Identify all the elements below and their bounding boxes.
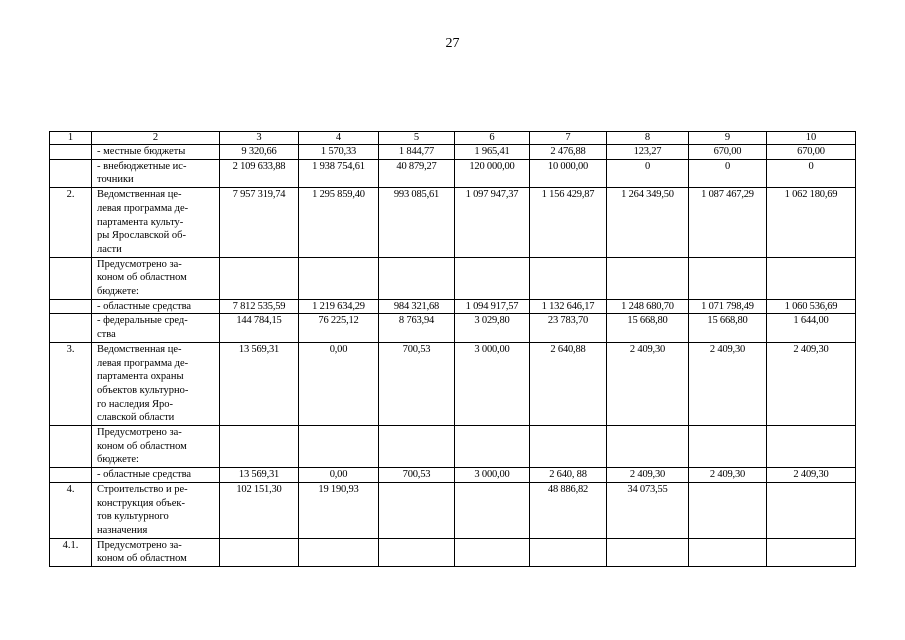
value-cell	[299, 257, 379, 299]
value-cell: 1 844,77	[379, 145, 455, 160]
row-index	[50, 257, 92, 299]
value-cell	[767, 538, 856, 566]
value-cell: 2 409,30	[767, 468, 856, 483]
description-line: тов культурного	[97, 511, 169, 523]
row-description	[92, 299, 220, 314]
value-cell: 2 409,30	[689, 468, 767, 483]
value-cell	[607, 538, 689, 566]
value-cell: 1 094 917,57	[455, 299, 530, 314]
row-description	[92, 145, 220, 160]
value-cell: 1 938 754,61	[299, 159, 379, 187]
description-line: ры Ярославской об-	[97, 230, 186, 242]
value-cell: 1 087 467,29	[689, 188, 767, 258]
value-cell: 0,00	[299, 468, 379, 483]
column-number: 7	[530, 132, 607, 145]
column-number-row	[50, 132, 856, 145]
value-cell	[767, 426, 856, 468]
budget-table	[49, 131, 856, 567]
value-cell	[455, 482, 530, 538]
value-cell: 9 320,66	[220, 145, 299, 160]
value-cell	[455, 426, 530, 468]
value-cell: 1 156 429,87	[530, 188, 607, 258]
description-line: Строительство и ре-	[97, 483, 188, 495]
value-cell: 0,00	[299, 342, 379, 425]
value-cell	[220, 257, 299, 299]
description-line: славской области	[97, 412, 175, 424]
value-cell: 2 109 633,88	[220, 159, 299, 187]
description-line: коном об областном	[97, 440, 187, 452]
table-row	[50, 188, 856, 258]
description-line: конструкция объек-	[97, 497, 185, 509]
description-line: ласти	[97, 243, 122, 255]
value-cell	[607, 426, 689, 468]
value-cell: 144 784,15	[220, 314, 299, 342]
value-cell: 0	[607, 159, 689, 187]
table-row	[50, 342, 856, 425]
row-description	[92, 468, 220, 483]
table-row	[50, 468, 856, 483]
description-line: точники	[97, 174, 134, 186]
description-line: Предусмотрено за-	[97, 539, 182, 551]
row-index: 2.	[50, 188, 92, 258]
description-line: ства	[97, 329, 116, 341]
row-index: 4.	[50, 482, 92, 538]
description-line: бюджете:	[97, 286, 139, 298]
row-index	[50, 314, 92, 342]
table-body	[50, 132, 856, 567]
value-cell: 120 000,00	[455, 159, 530, 187]
column-number: 9	[689, 132, 767, 145]
description-line: левая программа де-	[97, 202, 189, 214]
description-line: коном об областном	[97, 553, 187, 565]
value-cell: 34 073,55	[607, 482, 689, 538]
value-cell	[455, 257, 530, 299]
table-row	[50, 426, 856, 468]
row-index	[50, 299, 92, 314]
value-cell: 2 409,30	[689, 342, 767, 425]
value-cell	[767, 257, 856, 299]
value-cell: 102 151,30	[220, 482, 299, 538]
value-cell	[607, 257, 689, 299]
value-cell: 40 879,27	[379, 159, 455, 187]
value-cell	[455, 538, 530, 566]
description-line: - областные средства	[97, 469, 192, 481]
value-cell: 1 062 180,69	[767, 188, 856, 258]
value-cell: 2 476,88	[530, 145, 607, 160]
value-cell: 2 409,30	[767, 342, 856, 425]
value-cell: 2 409,30	[607, 342, 689, 425]
column-number: 1	[50, 132, 92, 145]
description-line: левая программа де-	[97, 357, 189, 369]
value-cell	[299, 426, 379, 468]
value-cell: 3 029,80	[455, 314, 530, 342]
value-cell: 984 321,68	[379, 299, 455, 314]
value-cell: 3 000,00	[455, 342, 530, 425]
value-cell	[689, 257, 767, 299]
value-cell: 10 000,00	[530, 159, 607, 187]
description-line: партамента охраны	[97, 371, 184, 383]
description-line: - областные средства	[97, 300, 192, 312]
value-cell: 19 190,93	[299, 482, 379, 538]
value-cell: 1 071 798,49	[689, 299, 767, 314]
value-cell	[530, 426, 607, 468]
value-cell: 76 225,12	[299, 314, 379, 342]
row-index	[50, 426, 92, 468]
value-cell: 2 409,30	[607, 468, 689, 483]
column-number: 6	[455, 132, 530, 145]
value-cell: 1 219 634,29	[299, 299, 379, 314]
value-cell: 7 957 319,74	[220, 188, 299, 258]
table-row	[50, 299, 856, 314]
description-line: го наследия Яро-	[97, 398, 174, 410]
description-line: коном об областном	[97, 272, 187, 284]
value-cell: 48 886,82	[530, 482, 607, 538]
value-cell	[530, 538, 607, 566]
value-cell: 1 965,41	[455, 145, 530, 160]
description-line: Ведомственная це-	[97, 343, 182, 355]
table-row	[50, 257, 856, 299]
row-index: 3.	[50, 342, 92, 425]
row-description	[92, 538, 220, 566]
table-row	[50, 314, 856, 342]
value-cell: 1 132 646,17	[530, 299, 607, 314]
description-line: партамента культу-	[97, 216, 184, 228]
value-cell	[220, 426, 299, 468]
value-cell: 3 000,00	[455, 468, 530, 483]
value-cell	[689, 482, 767, 538]
value-cell: 1 060 536,69	[767, 299, 856, 314]
value-cell	[379, 426, 455, 468]
value-cell	[689, 538, 767, 566]
value-cell: 15 668,80	[689, 314, 767, 342]
column-number: 10	[767, 132, 856, 145]
value-cell: 1 295 859,40	[299, 188, 379, 258]
table-row	[50, 159, 856, 187]
value-cell: 23 783,70	[530, 314, 607, 342]
column-number: 4	[299, 132, 379, 145]
description-line: бюджете:	[97, 454, 139, 466]
table-row	[50, 145, 856, 160]
value-cell	[379, 482, 455, 538]
page-number: 27	[445, 36, 460, 51]
value-cell: 8 763,94	[379, 314, 455, 342]
value-cell: 0	[767, 159, 856, 187]
row-index	[50, 145, 92, 160]
description-line: - внебюджетные ис-	[97, 160, 187, 172]
value-cell: 2 640,88	[530, 342, 607, 425]
value-cell: 2 640, 88	[530, 468, 607, 483]
description-line: - федеральные сред-	[97, 315, 188, 327]
row-description	[92, 482, 220, 538]
value-cell	[689, 426, 767, 468]
value-cell: 993 085,61	[379, 188, 455, 258]
value-cell: 670,00	[689, 145, 767, 160]
value-cell: 13 569,31	[220, 468, 299, 483]
description-line: объектов культурно-	[97, 384, 189, 396]
value-cell	[767, 482, 856, 538]
row-description	[92, 188, 220, 258]
value-cell: 700,53	[379, 468, 455, 483]
description-line: Предусмотрено за-	[97, 427, 182, 439]
value-cell	[299, 538, 379, 566]
column-number: 5	[379, 132, 455, 145]
table-row	[50, 482, 856, 538]
value-cell	[220, 538, 299, 566]
value-cell: 15 668,80	[607, 314, 689, 342]
value-cell: 1 248 680,70	[607, 299, 689, 314]
table-row	[50, 538, 856, 566]
value-cell	[379, 257, 455, 299]
description-line: Предусмотрено за-	[97, 258, 182, 270]
value-cell: 1 570,33	[299, 145, 379, 160]
value-cell: 0	[689, 159, 767, 187]
row-description	[92, 314, 220, 342]
value-cell: 1 644,00	[767, 314, 856, 342]
value-cell: 1 264 349,50	[607, 188, 689, 258]
description-line: Ведомственная це-	[97, 189, 182, 201]
value-cell: 13 569,31	[220, 342, 299, 425]
value-cell: 700,53	[379, 342, 455, 425]
value-cell: 1 097 947,37	[455, 188, 530, 258]
row-index	[50, 468, 92, 483]
column-number: 2	[92, 132, 220, 145]
value-cell	[530, 257, 607, 299]
value-cell: 7 812 535,59	[220, 299, 299, 314]
row-description	[92, 257, 220, 299]
row-index	[50, 159, 92, 187]
value-cell	[379, 538, 455, 566]
column-number: 8	[607, 132, 689, 145]
description-line: - местные бюджеты	[97, 146, 186, 157]
row-description	[92, 426, 220, 468]
row-description	[92, 159, 220, 187]
row-description	[92, 342, 220, 425]
value-cell: 670,00	[767, 145, 856, 160]
column-number: 3	[220, 132, 299, 145]
row-index: 4.1.	[50, 538, 92, 566]
description-line: назначения	[97, 524, 148, 536]
value-cell: 123,27	[607, 145, 689, 160]
